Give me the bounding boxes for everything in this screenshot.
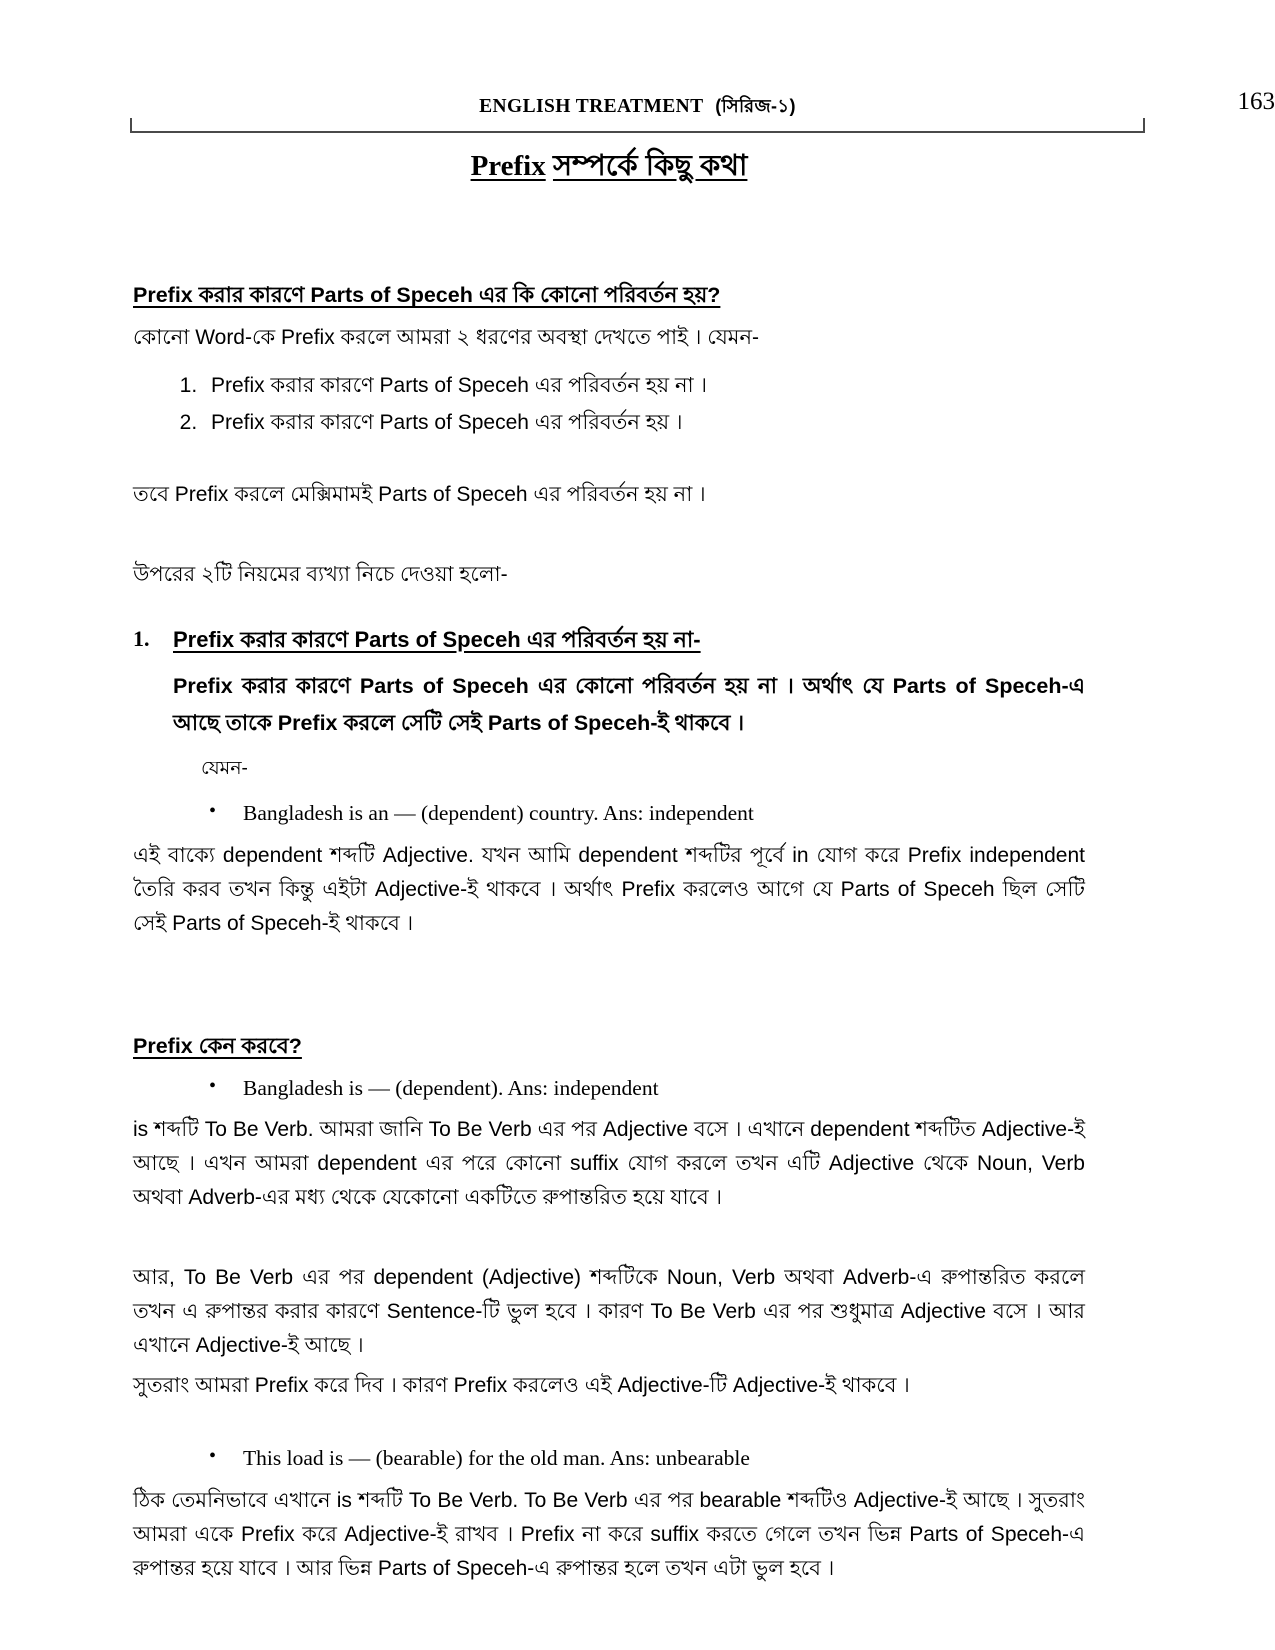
numbered-heading-rule-1 (133, 626, 1085, 655)
label-jemon-1: যেমন- (201, 758, 248, 780)
example-list-3 (133, 1441, 1085, 1475)
list-item: 1. Prefix করার কারণে Parts of Speceh এর পরিবর্তন হয় না । (203, 368, 1085, 405)
running-head-title-bn: (সিরিজ-১) (715, 96, 796, 116)
paragraph-explanation-intro: উপরের ২টি নিয়মের ব্যখ্যা নিচে দেওয়া হলো- (133, 562, 508, 586)
numbered-heading-number: 1. (133, 625, 150, 651)
paragraph-why-1: is শব্দটি To Be Verb. আমরা জানি To Be Verb এর পর Adjective বসে । এখানে dependent শব্দটিত Adjective-ই আছে । এখন আমরা dependent এর পরে কোনো suffix যোগ করলে তখন এটি Adjective থেকে Noun, Verb অথবা Adverb-এর মধ্য থেকে যেকোনো একটিতে রুপান্তরিত হয়ে যাবে । (133, 1118, 1085, 1210)
list-item: • Bangladesh is an — (dependent) country. Ans: independent (243, 796, 1085, 830)
paragraph-rule-1-explanation: এই বাক্যে dependent শব্দটি Adjective. যখন আমি dependent শব্দটির পূর্বে in যোগ করে Prefix independent তৈরি করব তখন কিন্তু এইটা Adjective-ই থাকবে । অর্থাৎ Prefix করলেও আগে যে Parts of Speceh ছিল সেটি সেই Parts of Speceh-ই থাকবে । (133, 843, 1085, 935)
list-item: • This load is — (bearable) for the old man. Ans: unbearable (243, 1441, 1085, 1475)
list-prefix-rules (133, 368, 1085, 442)
paragraph-why-4: ঠিক তেমনিভাবে এখানে is শব্দটি To Be Verb. To Be Verb এর পর bearable শব্দটিও Adjective-ই আছে । সুতরাং আমরা একে Prefix করে Adjective-ই রাখব । Prefix না করে suffix করতে গেলে তখন ভিন্ন Parts of Speceh-এ রুপান্তর হয়ে যাবে । আর ভিন্ন Parts of Speceh-এ রুপান্তর হলে তখন এটা ভুল হবে । (133, 1488, 1085, 1580)
paragraph-why-3: সুতরাং আমরা Prefix করে দিব । কারণ Prefix করলেও এই Adjective-টি Adjective-ই থাকবে । (133, 1374, 910, 1398)
running-head (0, 92, 1275, 123)
paragraph-rule-1-body: Prefix করার কারণে Parts of Speceh এর কোনো পরিবর্তন হয় না । অর্থাৎ যে Parts of Speceh-এ আছে তাকে Prefix করলে সেটি সেই Parts of Speceh-ই থাকবে । (173, 674, 1085, 736)
example-list-2 (133, 1071, 1085, 1105)
header-divider-cap-left (130, 118, 132, 133)
section-why-prefix (133, 985, 1085, 1061)
page-title (133, 148, 1085, 184)
header-divider (130, 131, 1145, 133)
page-number: 163 (1237, 88, 1275, 115)
numbered-heading-text: Prefix করার কারণে Parts of Speceh এর পরিবর্তন হয় না- (173, 626, 701, 652)
section-question-1 (133, 234, 1085, 310)
paragraph-maximum-note: তবে Prefix করলে মেক্সিমামই Parts of Speceh এর পরিবর্তন হয় না । (133, 482, 706, 506)
section-heading-parts-of-speech-change: Prefix করার কারণে Parts of Speceh এর কি কোনো পরিবর্তন হয়? (133, 283, 721, 308)
list-item: • Bangladesh is — (dependent). Ans: independent (243, 1071, 1085, 1105)
header-divider-cap-right (1143, 118, 1145, 133)
document-body (133, 140, 1085, 1586)
list-item: 2. Prefix করার কারণে Parts of Speceh এর পরিবর্তন হয় । (203, 405, 1085, 442)
running-head-title-en: ENGLISH TREATMENT (479, 96, 704, 117)
page-title-bn: সম্পর্কে কিছু কথা (552, 150, 748, 182)
example-list-1 (133, 796, 1085, 830)
section-heading-why-prefix: Prefix কেন করবে? (133, 1033, 302, 1058)
paragraph-why-2: আর, To Be Verb এর পর dependent (Adjective) শব্দটিকে Noun, Verb অথবা Adverb-এ রুপান্তরিত করলে তখন এ রুপান্তর করার কারণে Sentence-টি ভুল হবে । কারণ To Be Verb এর পর শুধুমাত্র Adjective বসে । আর এখানে Adjective-ই আছে । (133, 1266, 1085, 1358)
page-title-en: Prefix (470, 150, 546, 182)
paragraph-word-prefix-lead: কোনো Word-কে Prefix করলে আমরা ২ ধরণের অবস্থা দেখতে পাই । যেমন- (133, 326, 759, 350)
